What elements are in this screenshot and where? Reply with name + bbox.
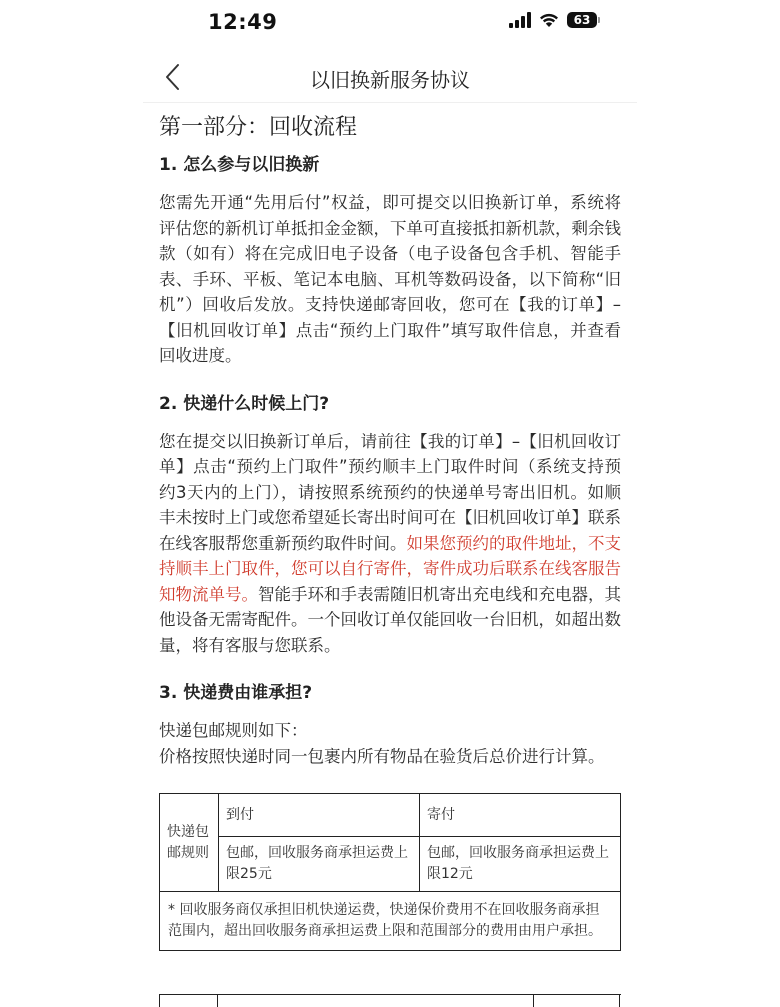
table-cell-cod: 包邮，回收服务商承担运费上限25元 xyxy=(219,837,420,892)
wifi-icon xyxy=(539,13,559,28)
table-cell-prepaid: 包邮，回收服务商承担运费上限12元 xyxy=(419,837,620,892)
section-2-text-after: 智能手环和手表需随旧机寄出充电线和充电器，其他设备无需寄配件。一个回收订单仅能回收一台旧机，如超出数量，将有客服与您联系。 xyxy=(159,584,621,655)
section-3-title: 3. 快递费由谁承担? xyxy=(159,683,313,703)
agreement-content xyxy=(159,112,621,951)
page-title: 以旧换新服务协议 xyxy=(310,68,470,92)
status-time: 12:49 xyxy=(208,10,278,34)
table-row xyxy=(160,892,621,951)
section-1-title: 1. 怎么参与以旧换新 xyxy=(159,155,320,175)
table-divider xyxy=(217,995,218,1007)
phone-screen xyxy=(143,0,637,1007)
fee-table xyxy=(159,793,621,951)
section-3-intro: 快递包邮规则如下： xyxy=(159,721,308,740)
section-2-text-before: 您在提交以旧换新订单后，请前往【我的订单】–【旧机回收订单】点击“预约上门取件”预约顺丰上门取件时间（系统支持预约3天内的上门），请按照系统预约的快递单号寄出旧机。如顺丰未按时上门或您希望延长寄出时间可在【旧机回收订单】联系在线客服帮您重新预约取件时间。 xyxy=(159,431,621,553)
table-footnote: * 回收服务商仅承担旧机快递运费，快递保价费用不在回收服务商承担范围内，超出回收服务商承担运费上限和范围部分的费用由用户承担。 xyxy=(160,892,621,951)
table-row-label: 快递包邮规则 xyxy=(160,794,219,892)
part-title: 第一部分：回收流程 xyxy=(159,115,358,140)
section-3-text: 价格按照快递时同一包裹内所有物品在验货后总价进行计算。 xyxy=(159,746,605,766)
battery-icon xyxy=(567,12,597,28)
status-icons xyxy=(509,12,597,28)
table-divider xyxy=(159,995,160,1007)
status-bar xyxy=(143,0,637,50)
section-1-text: 您需先开通“先用后付”权益，即可提交以旧换新订单，系统将评估您的新机订单抵扣金金额，下单可直接抵扣新机款，剩余钱款（如有）将在完成旧电子设备（电子设备包含手机、智能手表、手环、平板、笔记本电脑、耳机等数码设备，以下简称“旧机”）回收后发放。支持快递邮寄回收，您可在【我的订单】–【旧机回收订单】点击“预约上门取件”填写取件信息，并查看回收进度。 xyxy=(159,193,621,365)
table-header-cod: 到付 xyxy=(219,794,420,837)
battery-level: 63 xyxy=(573,13,591,27)
section-2-title: 2. 快递什么时候上门? xyxy=(159,393,330,414)
nav-bar xyxy=(143,52,637,103)
section-2-text-highlight: 如果您预约的取件地址，不支持顺丰上门取件，您可以自行寄件，寄件成功后联系在线客服告知物流单号。 xyxy=(159,533,621,604)
table-row xyxy=(160,837,621,892)
table-divider xyxy=(619,995,620,1007)
signal-icon xyxy=(509,12,531,28)
next-table-partial xyxy=(159,994,621,1007)
table-header-prepaid: 寄付 xyxy=(419,794,620,837)
table-divider xyxy=(533,995,534,1007)
section-2-text xyxy=(159,429,621,659)
table-row xyxy=(160,794,621,837)
